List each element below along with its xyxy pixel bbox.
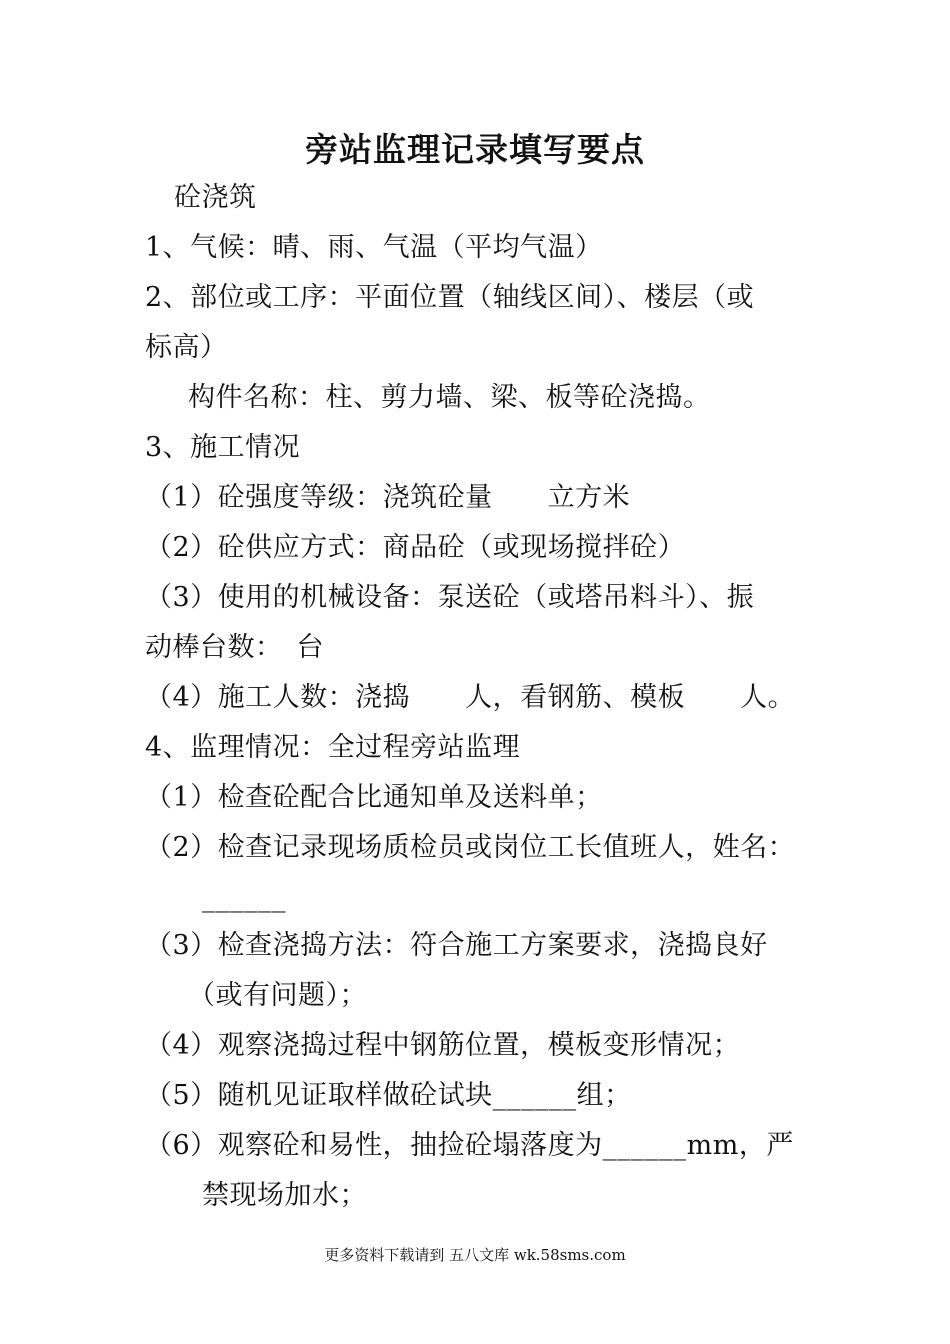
text-line-check-method-cont: （或有问题）； [188, 980, 367, 1011]
text-line-location: 2、部位或工序：平面位置（轴线区间）、楼层（或 [145, 282, 755, 313]
text-line-concrete-grade: （1）砼强度等级：浇筑砼量 立方米 [145, 482, 631, 513]
text-line-weather: 1、气候：晴、雨、气温（平均气温） [145, 232, 603, 263]
section-heading-concrete-pouring: 砼浇筑 [174, 182, 257, 213]
text-line-workers: （4）施工人数：浇捣 人，看钢筋、模板 人。 [145, 682, 796, 713]
text-line-observe-rebar: （4）观察浇捣过程中钢筋位置，模板变形情况； [145, 1030, 741, 1061]
text-line-machinery-cont: 动棒台数： 台 [145, 632, 324, 663]
text-line-location-cont: 标高） [145, 332, 228, 363]
document-title: 旁站监理记录填写要点 [305, 130, 645, 169]
page-footer: 更多资料下载请到 五八文库 wk.58sms.com [324, 1246, 626, 1264]
text-line-check-mix: （1）检查砼配合比通知单及送料单； [145, 782, 603, 813]
text-line-slump: （6）观察砼和易性，抽捡砼塌落度为______mm，严 [145, 1130, 794, 1161]
text-line-machinery: （3）使用的机械设备：泵送砼（或塔吊料斗）、振 [145, 582, 755, 613]
text-line-construction-heading: 3、施工情况 [145, 432, 301, 463]
text-line-check-method: （3）检查浇捣方法：符合施工方案要求，浇捣良好 [145, 930, 768, 961]
text-line-concrete-supply: （2）砼供应方式：商品砼（或现场搅拌砼） [145, 532, 686, 563]
text-line-check-inspector: （2）检查记录现场质检员或岗位工长值班人，姓名： [145, 832, 796, 863]
text-line-slump-cont: 禁现场加水； [202, 1180, 367, 1211]
text-line-inspector-blank: ______ [202, 882, 286, 913]
text-line-component-name: 构件名称：柱、剪力墙、梁、板等砼浇捣。 [188, 382, 711, 413]
text-line-supervision-heading: 4、监理情况：全过程旁站监理 [145, 732, 521, 763]
text-line-sample-blocks: （5）随机见证取样做砼试块______组； [145, 1080, 632, 1111]
